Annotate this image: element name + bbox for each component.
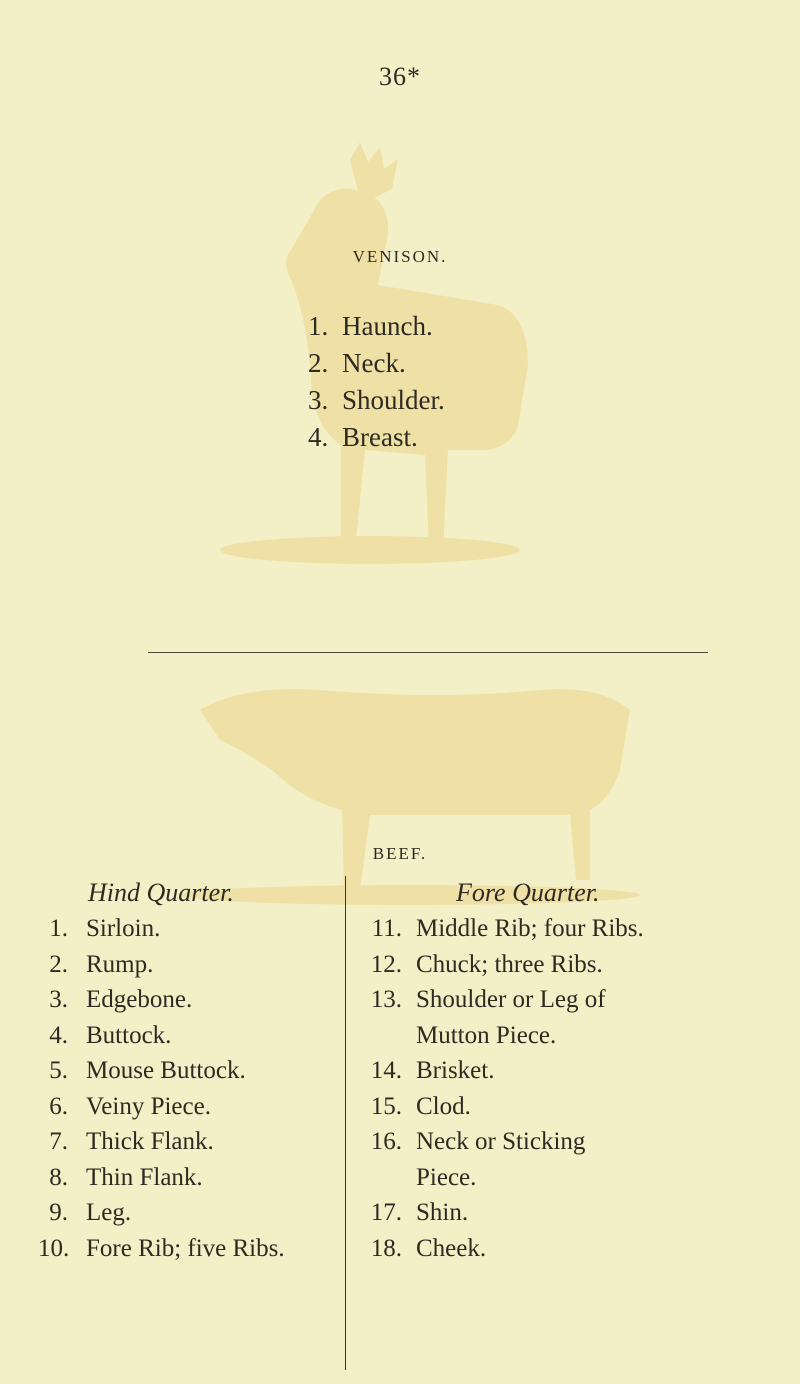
list-item (38, 947, 358, 983)
item-number: 12. (370, 950, 402, 978)
venison-heading: VENISON. (352, 247, 448, 266)
item-label: Middle Rib; four Ribs. (416, 915, 644, 942)
item-label: Cheek. (416, 1234, 487, 1262)
list-item (368, 947, 798, 983)
item-number: 6. (49, 1092, 68, 1120)
list-item (368, 1195, 798, 1231)
list-item (368, 1231, 798, 1267)
item-number: 10. (38, 1234, 70, 1262)
list-item (38, 911, 358, 947)
item-label: Brisket. (416, 1057, 495, 1084)
list-item (38, 1089, 358, 1125)
list-item (368, 1053, 798, 1089)
item-number: 17. (370, 1199, 402, 1226)
item-number: 8. (49, 1163, 68, 1191)
item-number: 3. (49, 986, 68, 1013)
item-number: 9. (49, 1199, 68, 1226)
hind-quarter-title: Hind Quarter. (88, 878, 234, 907)
list-item (308, 345, 445, 382)
item-number: 2. (308, 348, 329, 378)
list-item (38, 1195, 358, 1231)
list-item (368, 911, 798, 947)
list-item (38, 1053, 358, 1089)
item-label: Leg. (86, 1199, 132, 1226)
item-label: Shin. (416, 1199, 469, 1226)
item-label: Mouse Buttock. (86, 1057, 246, 1084)
item-label: Rump. (86, 950, 154, 978)
list-item (38, 1231, 358, 1267)
item-number: 7. (49, 1128, 68, 1155)
item-label: Neck. (342, 348, 406, 378)
item-label: Buttock. (86, 1021, 172, 1049)
item-label-continuation: Mutton Piece. (416, 1021, 557, 1049)
hind-quarter-list (38, 911, 358, 1266)
fore-quarter-list (368, 911, 798, 1266)
hind-quarter-column (38, 875, 358, 1266)
column-divider (345, 876, 346, 1370)
item-label: Haunch. (342, 311, 433, 341)
list-item (368, 1124, 798, 1195)
item-label: Clod. (416, 1092, 471, 1120)
list-item (368, 982, 798, 1053)
item-label: Breast. (342, 422, 418, 452)
item-label-continuation: Piece. (416, 1163, 477, 1191)
item-number: 18. (370, 1234, 402, 1262)
item-number: 2. (49, 950, 68, 978)
list-item (38, 1018, 358, 1054)
section-divider (148, 652, 708, 653)
item-number: 16. (370, 1128, 402, 1155)
fore-quarter-title: Fore Quarter. (456, 878, 600, 907)
venison-cuts-list (308, 308, 445, 456)
item-label: Thick Flank. (86, 1128, 214, 1155)
item-number: 4. (308, 422, 329, 452)
list-item (308, 308, 445, 345)
list-item (308, 419, 445, 456)
item-label: Thin Flank. (86, 1163, 203, 1191)
item-number: 1. (308, 311, 329, 341)
list-item (38, 1124, 358, 1160)
list-item (308, 382, 445, 419)
item-label: Fore Rib; five Ribs. (86, 1234, 285, 1262)
item-label: Edgebone. (86, 986, 193, 1013)
item-label: Neck or Sticking (416, 1128, 586, 1155)
item-number: 14. (370, 1057, 402, 1084)
item-label: Shoulder. (342, 385, 445, 415)
list-item (368, 1089, 798, 1125)
item-number: 15. (370, 1092, 402, 1120)
item-number: 3. (308, 385, 329, 415)
item-label: Chuck; three Ribs. (416, 950, 603, 978)
list-item (38, 1160, 358, 1196)
fore-quarter-column (368, 875, 798, 1266)
item-label: Veiny Piece. (86, 1092, 211, 1120)
item-number: 13. (370, 986, 402, 1013)
item-number: 4. (49, 1021, 68, 1049)
list-item (38, 982, 358, 1018)
item-number: 11. (371, 915, 402, 942)
item-number: 5. (49, 1057, 68, 1084)
item-label: Sirloin. (86, 915, 161, 942)
item-label: Shoulder or Leg of (416, 986, 606, 1013)
beef-heading: BEEF. (372, 844, 428, 863)
page-number: 36* (379, 62, 421, 91)
ox-silhouette-icon (160, 670, 660, 910)
item-number: 1. (49, 915, 68, 942)
